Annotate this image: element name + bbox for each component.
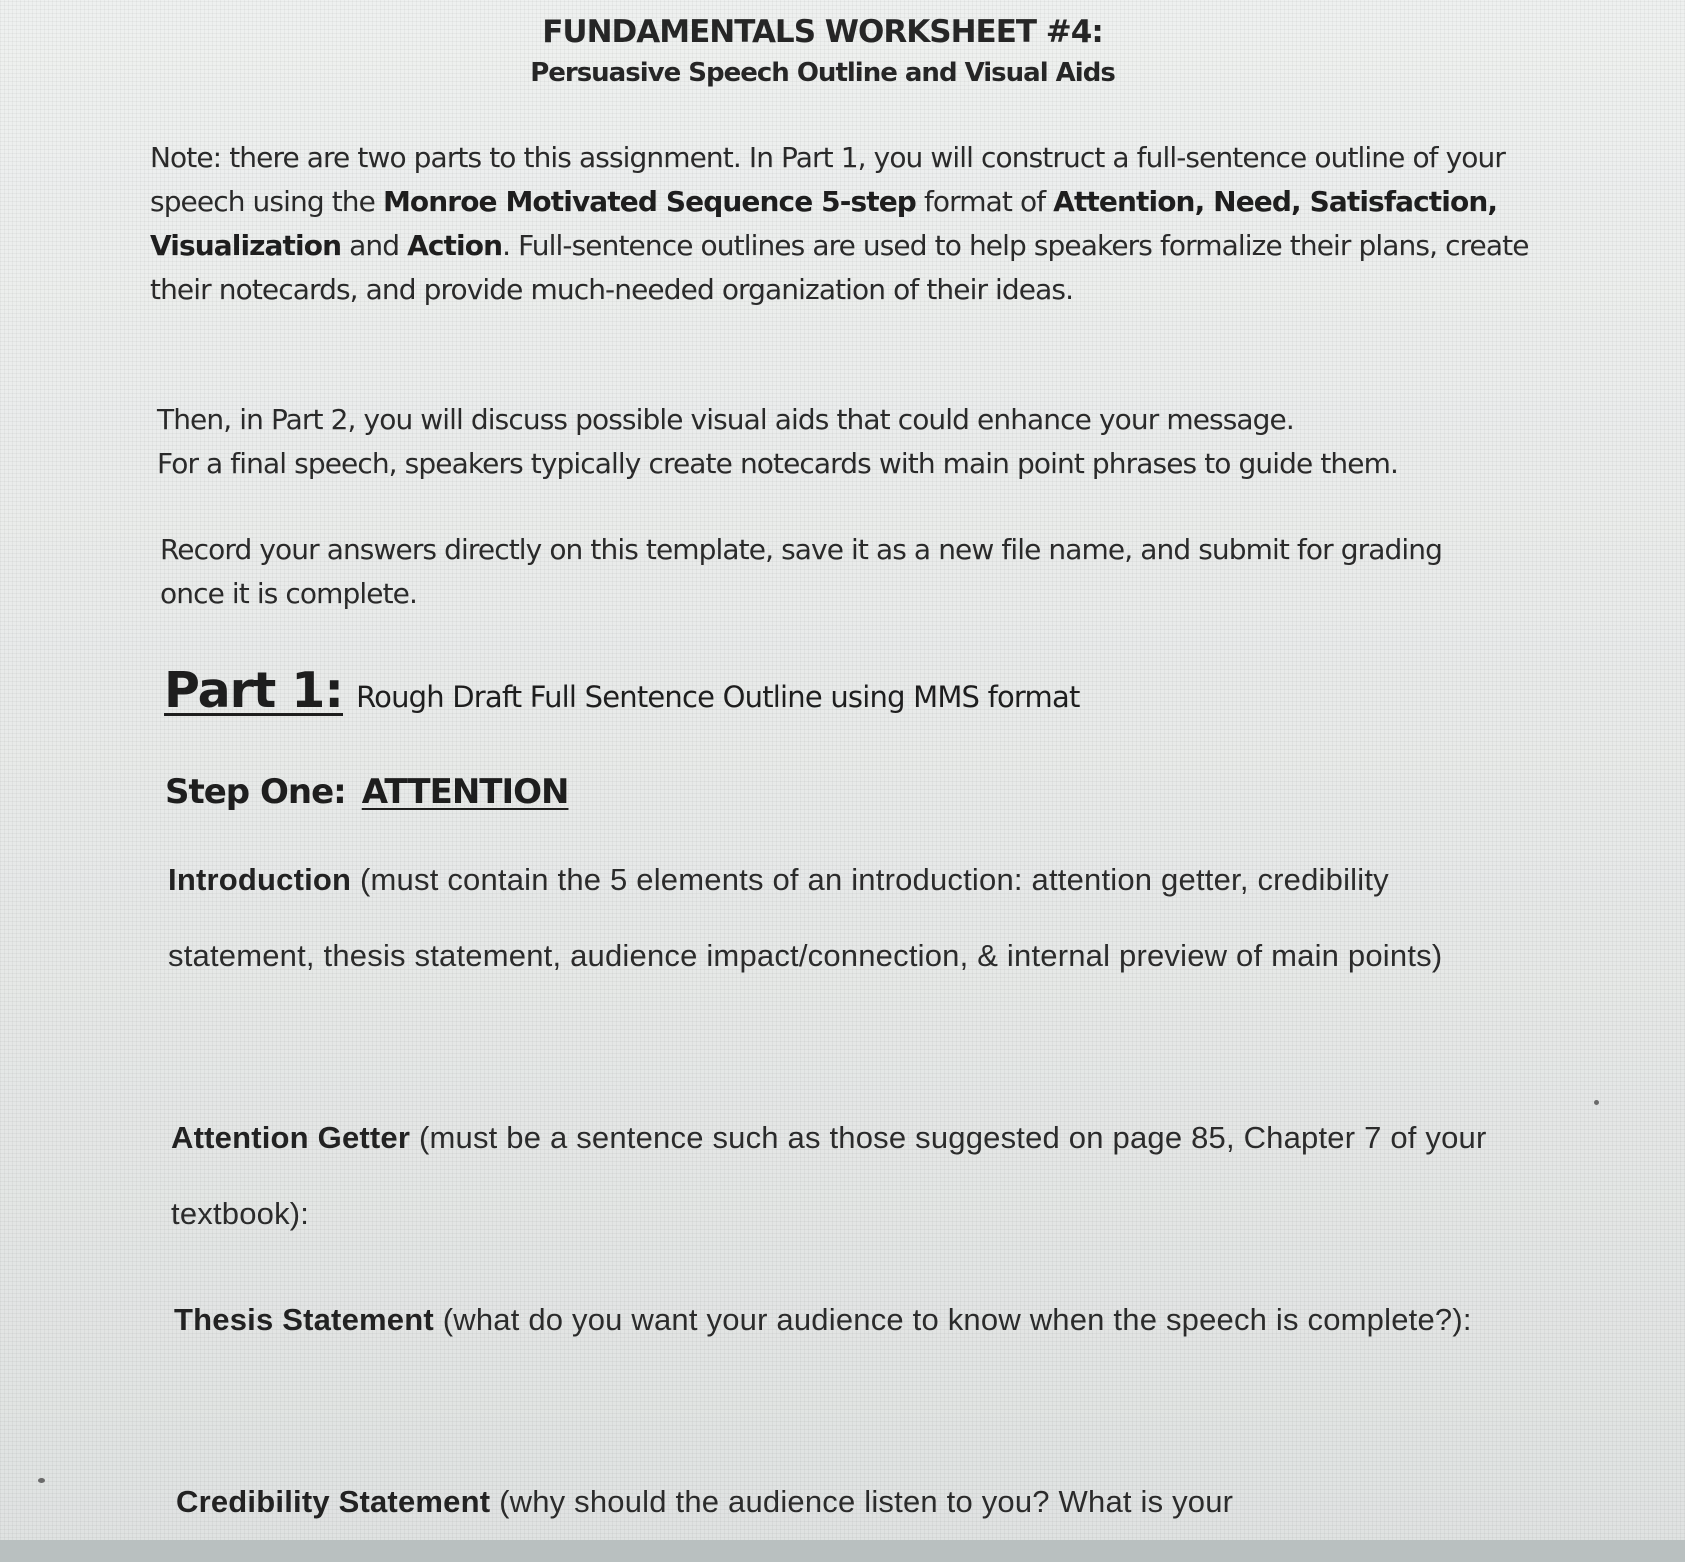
- window-bottom-edge: [0, 1540, 1685, 1562]
- assignment-note: [150, 136, 1530, 312]
- part1-label: Part 1:: [164, 662, 343, 719]
- worksheet-subtitle: Persuasive Speech Outline and Visual Aids: [530, 58, 1115, 88]
- part2-line-2: For a final speech, speakers typically create notecards with main point phrases to guide them.: [157, 447, 1398, 480]
- part1-heading: [164, 662, 1080, 719]
- step-one-label: Step One:: [165, 772, 346, 812]
- attention-getter-label: Attention Getter: [171, 1120, 411, 1155]
- note-text-3: and: [341, 229, 408, 262]
- note-bold-mms: Monroe Motivated Sequence 5-step: [382, 185, 916, 218]
- step-one-value: ATTENTION: [361, 772, 569, 812]
- note-bold-steps: Attention, Need, Satisfaction, Visualization: [150, 185, 1498, 262]
- introduction-label: Introduction: [168, 862, 352, 897]
- part2-line-1: Then, in Part 2, you will discuss possible visual aids that could enhance your message.: [157, 403, 1294, 436]
- dust-speck: [38, 1478, 45, 1483]
- introduction-field: [168, 842, 1528, 994]
- credibility-statement-description: (why should the audience listen to you? What is your: [490, 1484, 1234, 1519]
- dust-speck: [1594, 1100, 1599, 1105]
- note-text-1: Note: there are two parts to this assignment. In Part 1, you will construct a full-sentence outline of your speech using the: [150, 141, 1505, 218]
- record-instructions: Record your answers directly on this template, save it as a new file name, and submit for grading once it is complete.: [160, 533, 1442, 610]
- attention-getter-description: (must be a sentence such as those suggested on page 85, Chapter 7 of your textbook):: [171, 1120, 1487, 1231]
- attention-getter-field: [171, 1100, 1491, 1252]
- thesis-statement-field: [174, 1282, 1474, 1358]
- thesis-statement-label: Thesis Statement: [174, 1302, 434, 1337]
- part1-description: Rough Draft Full Sentence Outline using MMS format: [356, 680, 1080, 714]
- note-text-4: . Full-sentence outlines are used to help speakers formalize their plans, create their notecards, and provide much-needed organization of their ideas.: [150, 229, 1529, 306]
- worksheet-title: FUNDAMENTALS WORKSHEET #4:: [542, 14, 1103, 50]
- credibility-statement-label: Credibility Statement: [176, 1484, 491, 1519]
- introduction-description: (must contain the 5 elements of an introduction: attention getter, credibility statement, thesis statement, audience impact/connection, & internal preview of main points): [168, 862, 1443, 973]
- credibility-statement-field: [176, 1464, 1476, 1540]
- note-bold-action: Action: [407, 229, 503, 262]
- step-one-heading: [165, 772, 568, 812]
- note-text-2: format of: [915, 185, 1054, 218]
- part2-note: [157, 398, 1537, 486]
- thesis-statement-description: (what do you want your audience to know when the speech is complete?):: [433, 1302, 1472, 1337]
